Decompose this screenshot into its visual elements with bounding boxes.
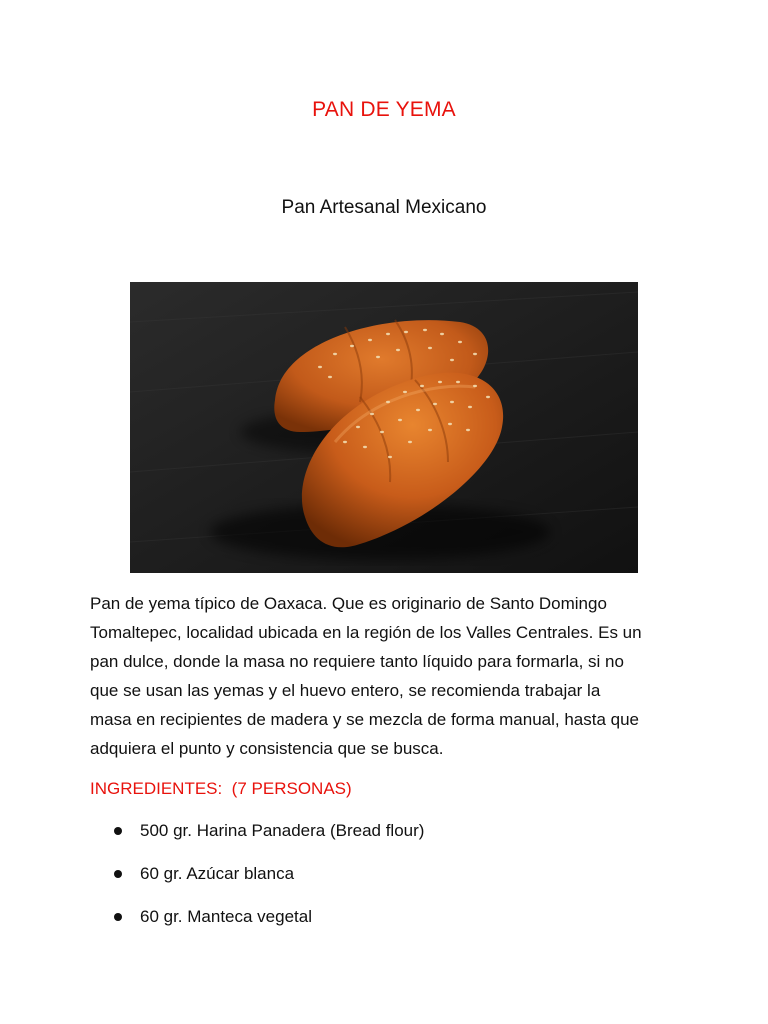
list-item [110,818,424,861]
page-title: PAN DE YEMA [312,98,456,121]
description-line: pan dulce, donde la masa no requiere tanto líquido para formarla, si no [90,652,624,671]
ingredient-text: 500 gr. Harina Panadera (Bread flour) [140,821,425,840]
list-item [110,904,424,947]
ingredient-text: 60 gr. Azúcar blanca [140,864,295,883]
bullet-icon [114,913,122,921]
ingredient-text: 60 gr. Manteca vegetal [140,907,313,926]
description-paragraph [90,589,690,763]
description-line: que se usan las yemas y el huevo entero, se recomienda trabajar la [90,681,601,700]
bread-photo [130,282,638,573]
ingredients-heading: INGREDIENTES: (7 PERSONAS) [90,779,352,798]
bullet-icon [114,870,122,878]
description-line: Tomaltepec, localidad ubicada en la región de los Valles Centrales. Es un [90,623,642,642]
description-line: adquiera el punto y consistencia que se busca. [90,739,444,758]
page-subtitle: Pan Artesanal Mexicano [281,197,487,218]
description-line: Pan de yema típico de Oaxaca. Que es originario de Santo Domingo [90,594,607,613]
list-item [110,861,424,904]
bullet-icon [114,827,122,835]
description-line: masa en recipientes de madera y se mezcla de forma manual, hasta que [90,710,640,729]
ingredients-list [110,818,424,947]
